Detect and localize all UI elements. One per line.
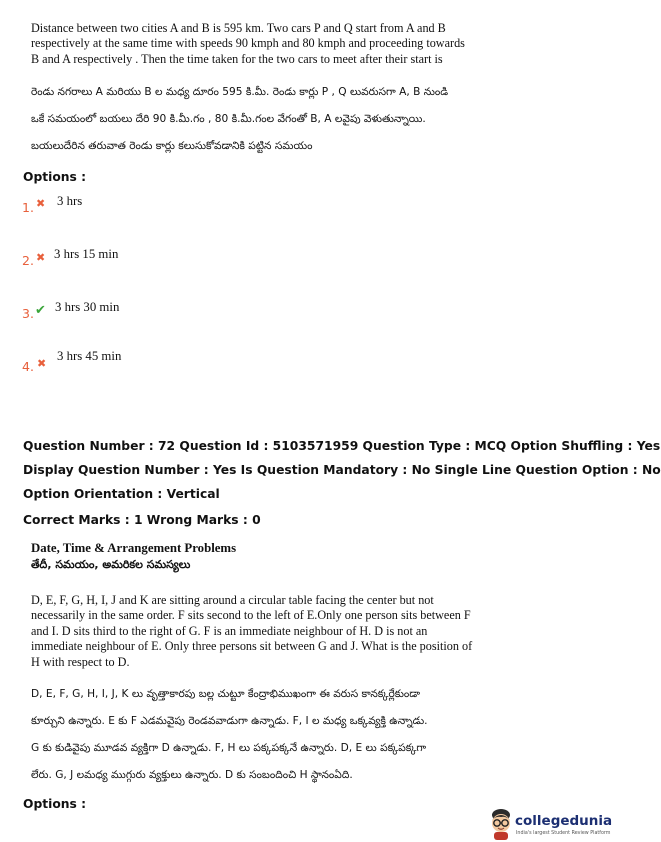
q72-english-line: and I. D sits third to the right of G. F is an immediate neighbour of H. D is not an <box>31 623 428 638</box>
q72-section-title-telugu: తేదీ, సమయం, అమరికల సమస్యలు <box>31 558 191 571</box>
q71-telugu-line: బయలుదేరిన తరువాత రెండు కార్లు కలుసుకోవడానికి పట్టిన సమయం <box>31 140 313 152</box>
q72-english-line: immediate neighbour of E. Only three persons sit between G and J. What is the position of <box>31 639 473 654</box>
wrong-cross-icon: ✖ <box>36 197 46 210</box>
q72-meta-line: Question Number : 72 Question Id : 5103571959 Question Type : MCQ Option Shuffling : Yes <box>23 439 661 453</box>
correct-check-icon: ✔ <box>35 303 46 318</box>
q71-option-3[interactable] <box>22 300 222 320</box>
logo-tagline: India's largest Student Review Platform <box>516 831 611 836</box>
q71-option-2[interactable] <box>22 247 222 267</box>
q71-english-line: respectively at the same time with speeds 90 kmph and 80 kmph and proceeding towards <box>31 36 465 51</box>
q72-english-line: H with respect to D. <box>31 654 130 669</box>
logo-wordmark: collegedunia <box>515 813 613 829</box>
option-text: 3 hrs 15 min <box>54 247 119 261</box>
q71-option-1[interactable] <box>22 194 222 214</box>
wrong-cross-icon: ✖ <box>36 251 46 264</box>
q71-option-4[interactable] <box>22 349 222 374</box>
q71-english-line: Distance between two cities A and B is 595 km. Two cars P and Q start from A and B <box>31 21 446 35</box>
q71-english-text <box>31 21 571 67</box>
option-text: 3 hrs <box>57 194 83 208</box>
option-text: 3 hrs 45 min <box>57 349 122 363</box>
q72-telugu-text <box>31 686 576 783</box>
q71-options-heading: Options : <box>23 170 87 184</box>
option-number: 1. <box>22 200 34 215</box>
q72-meta-line: Option Orientation : Vertical <box>23 487 220 501</box>
mascot-icon <box>488 808 514 840</box>
q71-telugu-text <box>31 84 571 154</box>
q72-telugu-line: కూర్చుని ఉన్నారు. E కు F ఎడమవైపు రెండవవాడుగా ఉన్నాడు. F, I ల మధ్య ఒక్కవ్యక్తి ఉన్నాడు. <box>31 715 428 727</box>
option-number: 4. <box>22 359 34 374</box>
q71-telugu-line: ఒకే సమయంలో బయలు దేరి 90 కి.మీ.గం , 80 కి.మీ.గంల వేగంతో B, A లవైపు వెళుతున్నాయి. <box>31 113 426 125</box>
q72-marks: Correct Marks : 1 Wrong Marks : 0 <box>23 513 261 527</box>
option-text: 3 hrs 30 min <box>55 300 120 314</box>
q71-telugu-line: రెండు నగరాలు A మరియు B ల మధ్య దూరం 595 కి.మీ. రెండు కార్లు P , Q లువరుసగా A, B నుండి <box>31 86 449 98</box>
q72-telugu-line: లేరు. G, J లమధ్య ముగ్గురు వ్యక్తులు ఉన్నారు. D కు సంబందించి H స్థానంఏది. <box>31 769 353 781</box>
q71-english-line: B and A respectively . Then the time taken for the two cars to meet after their start is <box>31 51 443 66</box>
q72-telugu-line: D, E, F, G, H, I, J, K లు వృత్తాకారపు బల్ల చుట్టూ కేంద్రాభిముఖంగా ఈ వరుస కానక్కర్లేకుండా <box>31 688 421 700</box>
q72-telugu-line: G కు కుడివైపు మూడవ వ్యక్తిగా D ఉన్నాడు. F, H లు పక్కపక్కనే ఉన్నారు. D, E లు పక్కపక్కగా <box>31 742 427 754</box>
q72-section-title: Date, Time & Arrangement Problems <box>31 541 237 555</box>
collegedunia-logo <box>488 806 613 842</box>
q72-english-line: necessarily in the same order. F sits second to the left of E.Only one person sits between F <box>31 608 471 623</box>
q72-meta-line: Display Question Number : Yes Is Question Mandatory : No Single Line Question Option : No <box>23 463 661 477</box>
q72-english-line: D, E, F, G, H, I, J and K are sitting around a circular table facing the center but not <box>31 593 434 607</box>
q72-english-text <box>31 593 576 670</box>
q72-meta <box>23 439 661 511</box>
q72-options-heading: Options : <box>23 797 87 811</box>
option-number: 3. <box>22 306 34 321</box>
option-number: 2. <box>22 253 34 268</box>
wrong-cross-icon: ✖ <box>37 357 47 370</box>
